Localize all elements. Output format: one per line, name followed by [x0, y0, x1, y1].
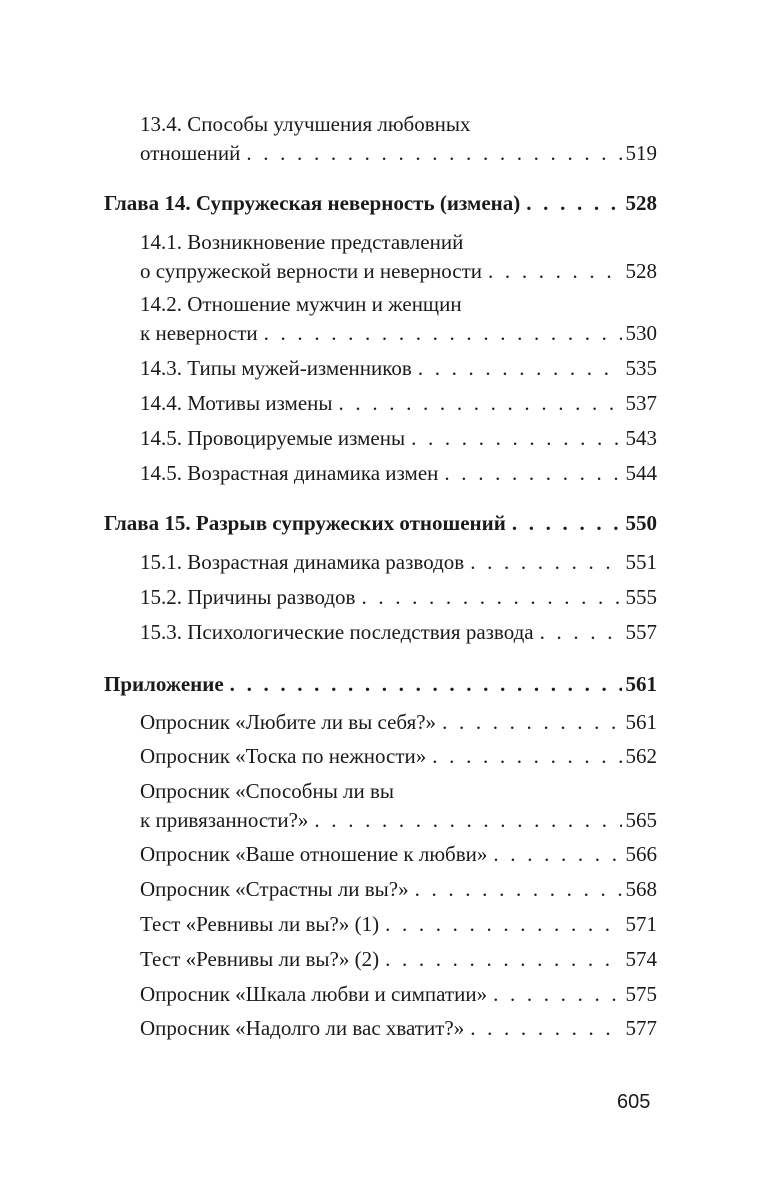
- leader-dots: [230, 670, 622, 699]
- toc-page-number: 528: [625, 259, 657, 283]
- toc-entry-14-3[interactable]: [140, 354, 657, 383]
- toc-entry-title: 15.3. Психологические последствия развода: [140, 620, 534, 644]
- leader-dots: [512, 509, 622, 538]
- toc-entry-title: Опросник «Надолго ли вас хватит?»: [140, 1016, 465, 1040]
- leader-dots: [442, 708, 621, 737]
- toc-chapter-15[interactable]: [104, 509, 657, 538]
- leader-dots: [411, 424, 621, 453]
- toc-entry-title: Опросник «Шкала любви и симпатии»: [140, 982, 488, 1006]
- toc-entry-14-2[interactable]: [140, 290, 657, 348]
- leader-dots: [361, 583, 621, 612]
- toc-entry-14-5b[interactable]: [140, 459, 657, 488]
- toc-page-number: 537: [625, 391, 657, 415]
- leader-dots: [493, 980, 621, 1009]
- toc-entry-title: 14.5. Провоцируемые измены: [140, 426, 406, 450]
- leader-dots: [540, 618, 622, 647]
- toc-entry-13-4[interactable]: [140, 110, 657, 168]
- toc-entry-15-1[interactable]: [140, 548, 657, 577]
- toc-entry-q2[interactable]: [140, 742, 657, 771]
- toc-entry-q1[interactable]: [140, 708, 657, 737]
- toc-chapter-14[interactable]: [104, 189, 657, 218]
- toc-entry-title: Опросник «Тоска по нежности»: [140, 744, 427, 768]
- toc-entry-title: Тест «Ревнивы ли вы?» (2): [140, 947, 380, 971]
- toc-page-number: 562: [625, 744, 657, 768]
- leader-dots: [488, 257, 621, 286]
- leader-dots: [264, 319, 622, 348]
- toc-page-number: 528: [625, 191, 657, 215]
- leader-dots: [418, 354, 622, 383]
- toc-entry-14-5a[interactable]: [140, 424, 657, 453]
- leader-dots: [339, 389, 622, 418]
- toc-page-number: 551: [625, 550, 657, 574]
- toc-page-number: 565: [625, 808, 657, 832]
- toc-page-number: 574: [625, 947, 657, 971]
- leader-dots: [470, 548, 621, 577]
- toc-page-number: 555: [625, 585, 657, 609]
- toc-page-number: 557: [625, 620, 657, 644]
- toc-page-number: 561: [625, 672, 657, 696]
- toc-entry-title: 15.2. Причины разводов: [140, 585, 356, 609]
- toc-page-number: 550: [625, 511, 657, 535]
- toc-page-number: 568: [625, 877, 657, 901]
- toc-entry-q4[interactable]: [140, 840, 657, 869]
- toc-chapter-title: Глава 15. Разрыв супружеских отношений: [104, 511, 506, 535]
- leader-dots: [385, 945, 621, 974]
- toc-appendix[interactable]: [104, 670, 657, 699]
- toc-entry-title: Опросник «Ваше отношение к любви»: [140, 842, 488, 866]
- toc-chapter-title: Приложение: [104, 672, 224, 696]
- toc-entry-title: 14.5. Возрастная динамика измен: [140, 461, 439, 485]
- leader-dots: [444, 459, 621, 488]
- toc-page-number: 575: [625, 982, 657, 1006]
- toc-page-number: 577: [625, 1016, 657, 1040]
- toc-page-number: 544: [625, 461, 657, 485]
- toc-entry-title: 14.2. Отношение мужчин и женщин: [140, 292, 462, 316]
- toc-entry-title: Опросник «Способны ли вы: [140, 779, 395, 803]
- toc-entry-title: Опросник «Страстны ли вы?»: [140, 877, 409, 901]
- toc-page-number: 535: [625, 356, 657, 380]
- toc-entry-q6[interactable]: [140, 910, 657, 939]
- toc-page-number: 571: [625, 912, 657, 936]
- leader-dots: [314, 806, 621, 835]
- leader-dots: [493, 840, 621, 869]
- toc-page-number: 543: [625, 426, 657, 450]
- toc-entry-title: 15.1. Возрастная динамика разводов: [140, 550, 465, 574]
- toc-entry-title: 14.4. Мотивы измены: [140, 391, 333, 415]
- leader-dots: [385, 910, 621, 939]
- leader-dots: [432, 742, 621, 771]
- toc-entry-14-4[interactable]: [140, 389, 657, 418]
- toc-entry-14-1[interactable]: [140, 228, 657, 286]
- toc-entry-title-cont: о супружеской верности и неверности: [140, 259, 483, 283]
- toc-entry-title: Опросник «Любите ли вы себя?»: [140, 710, 437, 734]
- leader-dots: [470, 1014, 621, 1043]
- leader-dots: [246, 139, 621, 168]
- page-number: 605: [617, 1091, 651, 1113]
- toc-page-number: 519: [625, 141, 657, 165]
- toc-entry-title-cont: отношений: [140, 141, 241, 165]
- toc-entry-title-cont: к неверности: [140, 321, 258, 345]
- toc-entry-q7[interactable]: [140, 945, 657, 974]
- toc-entry-15-3[interactable]: [140, 618, 657, 647]
- toc-entry-title: 13.4. Способы улучшения любовных: [140, 112, 471, 136]
- toc-page-number: 566: [625, 842, 657, 866]
- toc-entry-title: 14.3. Типы мужей-изменников: [140, 356, 412, 380]
- toc-entry-q5[interactable]: [140, 875, 657, 904]
- toc-entry-title: Тест «Ревнивы ли вы?» (1): [140, 912, 380, 936]
- toc-entry-title: 14.1. Возникновение представлений: [140, 230, 464, 254]
- leader-dots: [526, 189, 621, 218]
- toc-entry-q9[interactable]: [140, 1014, 657, 1043]
- leader-dots: [415, 875, 622, 904]
- toc-entry-q3[interactable]: [140, 777, 657, 835]
- toc-entry-title-cont: к привязанности?»: [140, 808, 309, 832]
- toc-page-number: 530: [625, 321, 657, 345]
- toc-chapter-title: Глава 14. Супружеская неверность (измена): [104, 191, 521, 215]
- toc-entry-q8[interactable]: [140, 980, 657, 1009]
- toc-page-number: 561: [625, 710, 657, 734]
- toc-entry-15-2[interactable]: [140, 583, 657, 612]
